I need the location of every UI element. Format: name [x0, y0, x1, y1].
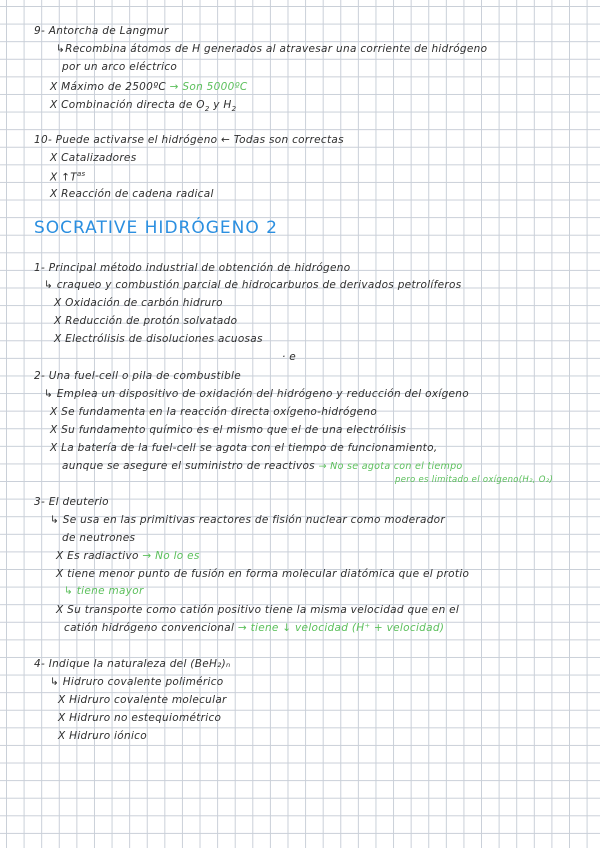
q9-option-1-text: X Máximo de 2500ºC — [50, 81, 167, 93]
s1-option-3: X Electrólisis de disoluciones acuosas — [54, 333, 263, 345]
s3-option-3-note: → tiene ↓ velocidad (H⁺ + velocidad) — [237, 622, 445, 634]
s4-option-1: X Hidruro covalente molecular — [58, 694, 227, 706]
s2-option-3: X La batería de la fuel-cell se agota con el tiempo de funcionamiento, — [50, 442, 438, 454]
s4-option-2: X Hidruro no estequiométrico — [58, 712, 222, 724]
q10-option-3: X Reacción de cadena radical — [50, 188, 214, 200]
s2-note-1: → No se agota con el tiempo — [318, 461, 463, 472]
q9-answer: ↳Recombina átomos de H generados al atravesar una corriente de hidrógeno — [56, 43, 488, 55]
s2-option-1: X Se fundamenta en la reacción directa oxígeno-hidrógeno — [50, 406, 378, 418]
s3-option-3-cont: catión hidrógeno convencional → tiene ↓ velocidad (H⁺ + velocidad) — [64, 622, 445, 634]
q9-question: 9- Antorcha de Langmur — [34, 25, 169, 37]
s3-answer: ↳ Se usa en las primitivas reactores de fisión nuclear como moderador — [50, 514, 446, 526]
s1-option-1: X Oxidación de carbón hidruro — [54, 297, 223, 309]
s3-option-3: X Su transporte como catión positivo tiene la misma velocidad que en el — [56, 604, 460, 616]
s3-answer-cont: de neutrones — [62, 532, 136, 544]
s4-question: 4- Indique la naturaleza del (BeH₂)ₙ — [34, 658, 231, 670]
s2-answer: ↳ Emplea un dispositivo de oxidación del hidrógeno y reducción del oxígeno — [44, 388, 469, 400]
s1-mark: · e — [282, 351, 297, 363]
q9-option-1-note: → Son 5000ºC — [169, 81, 248, 93]
s1-answer: ↳ craqueo y combustión parcial de hidrocarburos de derivados petrolíferos — [44, 279, 462, 291]
q10-option-1: X Catalizadores — [50, 152, 137, 164]
s1-question: 1- Principal método industrial de obtención de hidrógeno — [34, 262, 351, 274]
s4-option-3: X Hidruro iónico — [58, 730, 147, 742]
s1-option-2: X Reducción de protón solvatado — [54, 315, 238, 327]
s3-option-1-note: → No lo es — [142, 550, 200, 562]
s3-option-1: X Es radiactivo → No lo es — [56, 550, 200, 562]
s3-option-2: X tiene menor punto de fusión en forma molecular diatómica que el protio — [56, 568, 470, 580]
s2-note-2: pero es limitado el oxígeno(H₂, O₂) — [395, 475, 554, 485]
s2-option-2: X Su fundamento químico es el mismo que el de una electrólisis — [50, 424, 407, 436]
q9-option-2: X Combinación directa de $O_2$ y $H_2$ — [50, 99, 237, 114]
s3-option-2-note: ↳ tiene mayor — [64, 585, 144, 597]
s2-option-3-cont: aunque se asegure el suministro de reactivos → No se agota con el tiempo — [62, 460, 463, 472]
section-title: SOCRATIVE HIDRÓGENO 2 — [34, 218, 278, 238]
q10-arrow-note: ← Todas son correctas — [221, 134, 344, 146]
q10-option-2: X $↑T^{as}$ — [50, 170, 86, 184]
q9-option-1 — [50, 81, 247, 93]
s2-question: 2- Una fuel-cell o pila de combustible — [34, 370, 242, 382]
q9-answer-cont: por un arco eléctrico — [62, 61, 178, 73]
s4-answer: ↳ Hidruro covalente polimérico — [50, 676, 224, 688]
s3-question: 3- El deuterio — [34, 496, 109, 508]
q10-question: 10- Puede activarse el hidrógeno ← Todas son correctas — [34, 134, 344, 146]
